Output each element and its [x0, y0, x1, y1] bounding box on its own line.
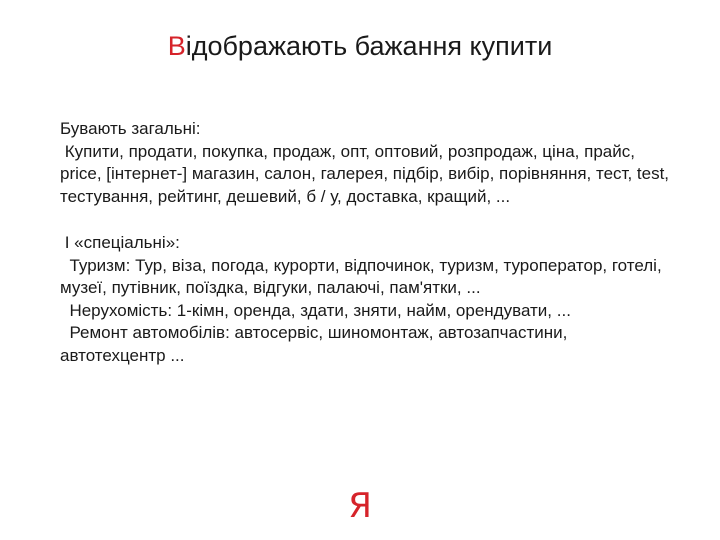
yandex-logo: Я: [348, 486, 372, 526]
general-heading: Бувають загальні:: [60, 119, 201, 138]
title-first-letter: В: [167, 31, 186, 61]
slide-title: [0, 28, 720, 64]
title-rest: ідображають бажання купити: [185, 31, 553, 61]
special-item-tourism: Туризм: Тур, віза, погода, курорти, відпочинок, туризм, туроператор, готелі, музеї, путівник, поїздка, відгуки, палаючі, пам'ятки, ...: [60, 255, 667, 297]
special-heading: І «спеціальні»:: [60, 233, 180, 252]
general-text: Купити, продати, покупка, продаж, опт, оптовий, розпродаж, ціна, прайс, price, [інтернет-] магазин, салон, галерея, підбір, вибір, порівняння, тест, test, тестування, рейтинг, дешевий, б / у, доставка, кращий, ...: [60, 141, 674, 206]
paragraph-gap: [60, 208, 672, 232]
special-item-auto-repair: Ремонт автомобілів: автосервіс, шиномонтаж, автозапчастини, автотехцентр ...: [60, 323, 573, 365]
slide-body: [60, 118, 672, 367]
special-item-realty: Нерухомість: 1-кімн, оренда, здати, зняти, найм, орендувати, ...: [60, 300, 571, 320]
